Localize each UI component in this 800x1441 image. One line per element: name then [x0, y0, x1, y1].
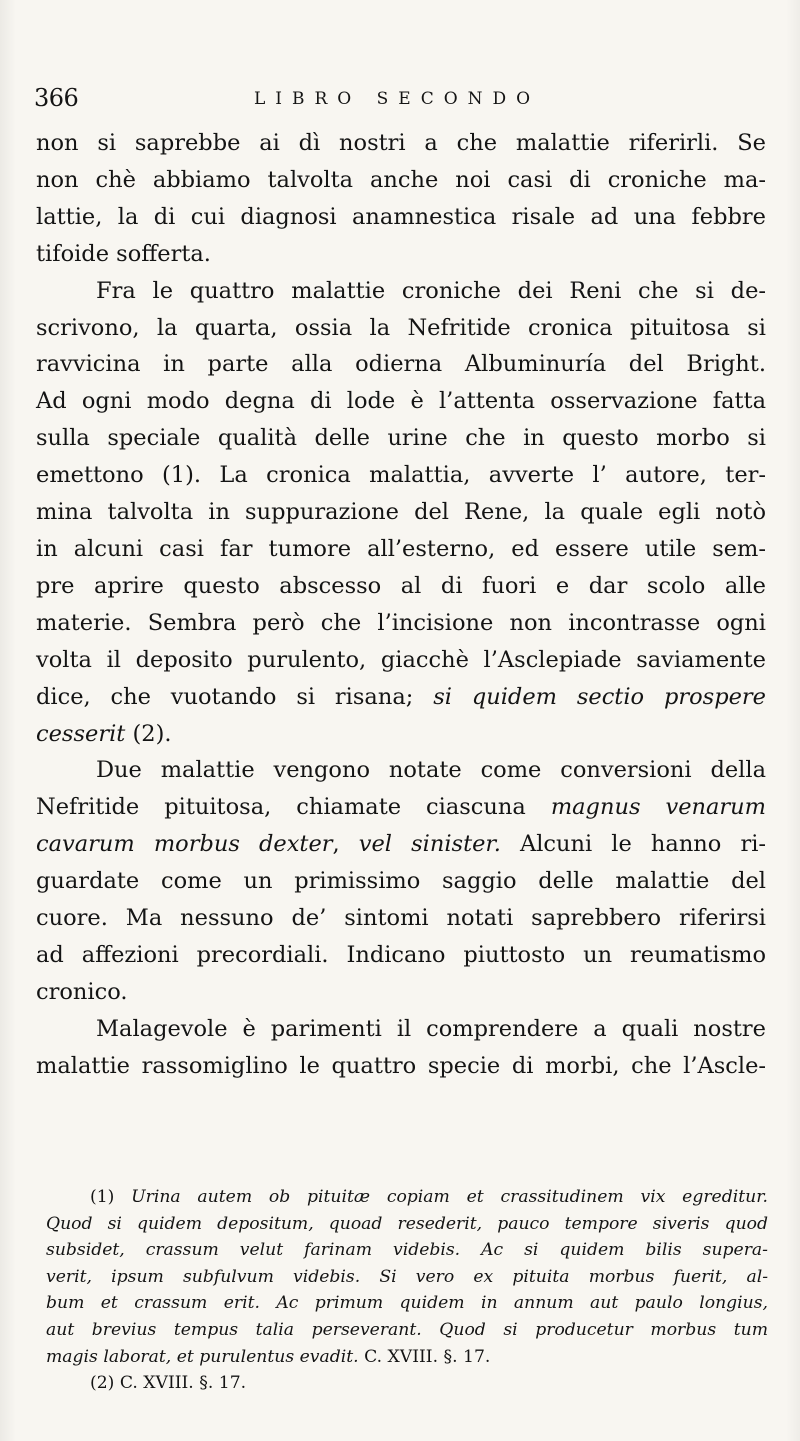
text-line: ravvicina in parte alla odierna Albuminuría del Bright. [36, 351, 766, 378]
text-line: tifoide sofferta. [36, 240, 211, 267]
text-line: lattie, la di cui diagnosi anamnestica risale ad una febbre [36, 203, 766, 230]
running-head [34, 84, 764, 118]
text-line: mina talvolta in suppurazione del Rene, la quale egli notò [36, 499, 766, 526]
text-line: emettono (1). La cronica malattia, avverte l’ autore, ter- [36, 462, 766, 489]
footnote-line: subsidet, crassum velut farinam videbis. Ac si quidem bilis supera- [46, 1240, 768, 1261]
latin-quote: si quidem sectio prospere [433, 683, 766, 710]
latin-term: vel sinister. [358, 831, 501, 858]
text-line: malattie rassomiglino le quattro specie di morbi, che l’Ascle- [36, 1052, 766, 1079]
footnote-text: Urina autem ob pituitæ copiam et crassitudinem vix egreditur. [131, 1187, 768, 1207]
paragraph-3 [36, 752, 766, 1010]
latin-quote: cesserit [36, 720, 126, 747]
footnotes [46, 1184, 768, 1397]
footnote-line: aut brevius tempus talia perseverant. Quod si producetur morbus tum [46, 1319, 768, 1340]
footnote-citation: C. XVIII. §. 17. [364, 1346, 491, 1367]
running-title: LIBRO SECONDO [254, 89, 541, 109]
text-line [36, 716, 766, 753]
text-line: cronico. [36, 978, 128, 1005]
text-line: non chè abbiamo talvolta anche noi casi di croniche ma- [36, 166, 766, 193]
text-run: Nefritide pituitosa, chiamate ciascuna [36, 794, 526, 821]
text-line: Malagevole è parimenti il comprendere a quali nostre [96, 1015, 766, 1042]
text-line: Fra le quattro malattie croniche dei Reni che si de- [96, 277, 766, 304]
latin-term: magnus venarum [550, 794, 766, 821]
text-line: in alcuni casi far tumore all’esterno, ed essere utile sem- [36, 535, 766, 562]
text-line: volta il deposito purulento, giacchè l’Asclepiade saviamente [36, 646, 766, 673]
footnote-text: magis laborat, et purulentus evadit. [46, 1346, 359, 1367]
text-line: cuore. Ma nessuno de’ sintomi notati saprebbero riferirsi [36, 905, 766, 932]
page-number: 366 [34, 84, 79, 112]
text-run: Alcuni le hanno ri- [519, 831, 766, 858]
footnote-marker: (1) [90, 1187, 115, 1207]
text-line [36, 789, 766, 826]
footnote-line: verit, ipsum subfulvum videbis. Si vero ex pituita morbus fuerit, al- [46, 1266, 768, 1287]
text-line: scrivono, la quarta, ossia la Nefritide cronica pituitosa si [36, 314, 766, 341]
footnote-marker: (2) [90, 1373, 115, 1394]
main-text [36, 125, 766, 1085]
text-line: materie. Sembra però che l’incisione non incontrasse ogni [36, 609, 766, 636]
text-line: guardate come un primissimo saggio delle malattie del [36, 868, 766, 895]
footnote-citation: C. XVIII. §. 17. [119, 1373, 247, 1394]
footnote-2 [46, 1370, 768, 1397]
footnote-reference: (2). [132, 720, 172, 747]
text-line: Due malattie vengono notate come conversioni della [96, 757, 766, 784]
footnote-line [46, 1344, 768, 1371]
footnote-line [46, 1184, 768, 1211]
text-line: sulla speciale qualità delle urine che in questo morbo si [36, 425, 766, 452]
footnote-line: Quod si quidem depositum, quoad resederit, pauco tempore siveris quod [46, 1213, 768, 1234]
text-line: non si saprebbe ai dì nostri a che malattie riferirli. Se [36, 130, 766, 156]
text-run: dice, che vuotando si risana; [36, 683, 414, 710]
text-line [36, 679, 766, 716]
paragraph-4 [36, 1011, 766, 1085]
paragraph-1 [36, 125, 766, 273]
text-run: , [332, 831, 340, 858]
text-line [36, 826, 766, 863]
text-line: Ad ogni modo degna di lode è l’attenta osservazione fatta [36, 388, 766, 415]
text-line: pre aprire questo abscesso al di fuori e dar scolo alle [36, 572, 766, 599]
text-line: ad affezioni precordiali. Indicano piuttosto un reumatismo [36, 941, 766, 968]
footnote-line: bum et crassum erit. Ac primum quidem in annum aut paulo longius, [46, 1293, 768, 1314]
latin-term: cavarum morbus dexter [36, 831, 333, 858]
paragraph-2 [36, 273, 766, 753]
